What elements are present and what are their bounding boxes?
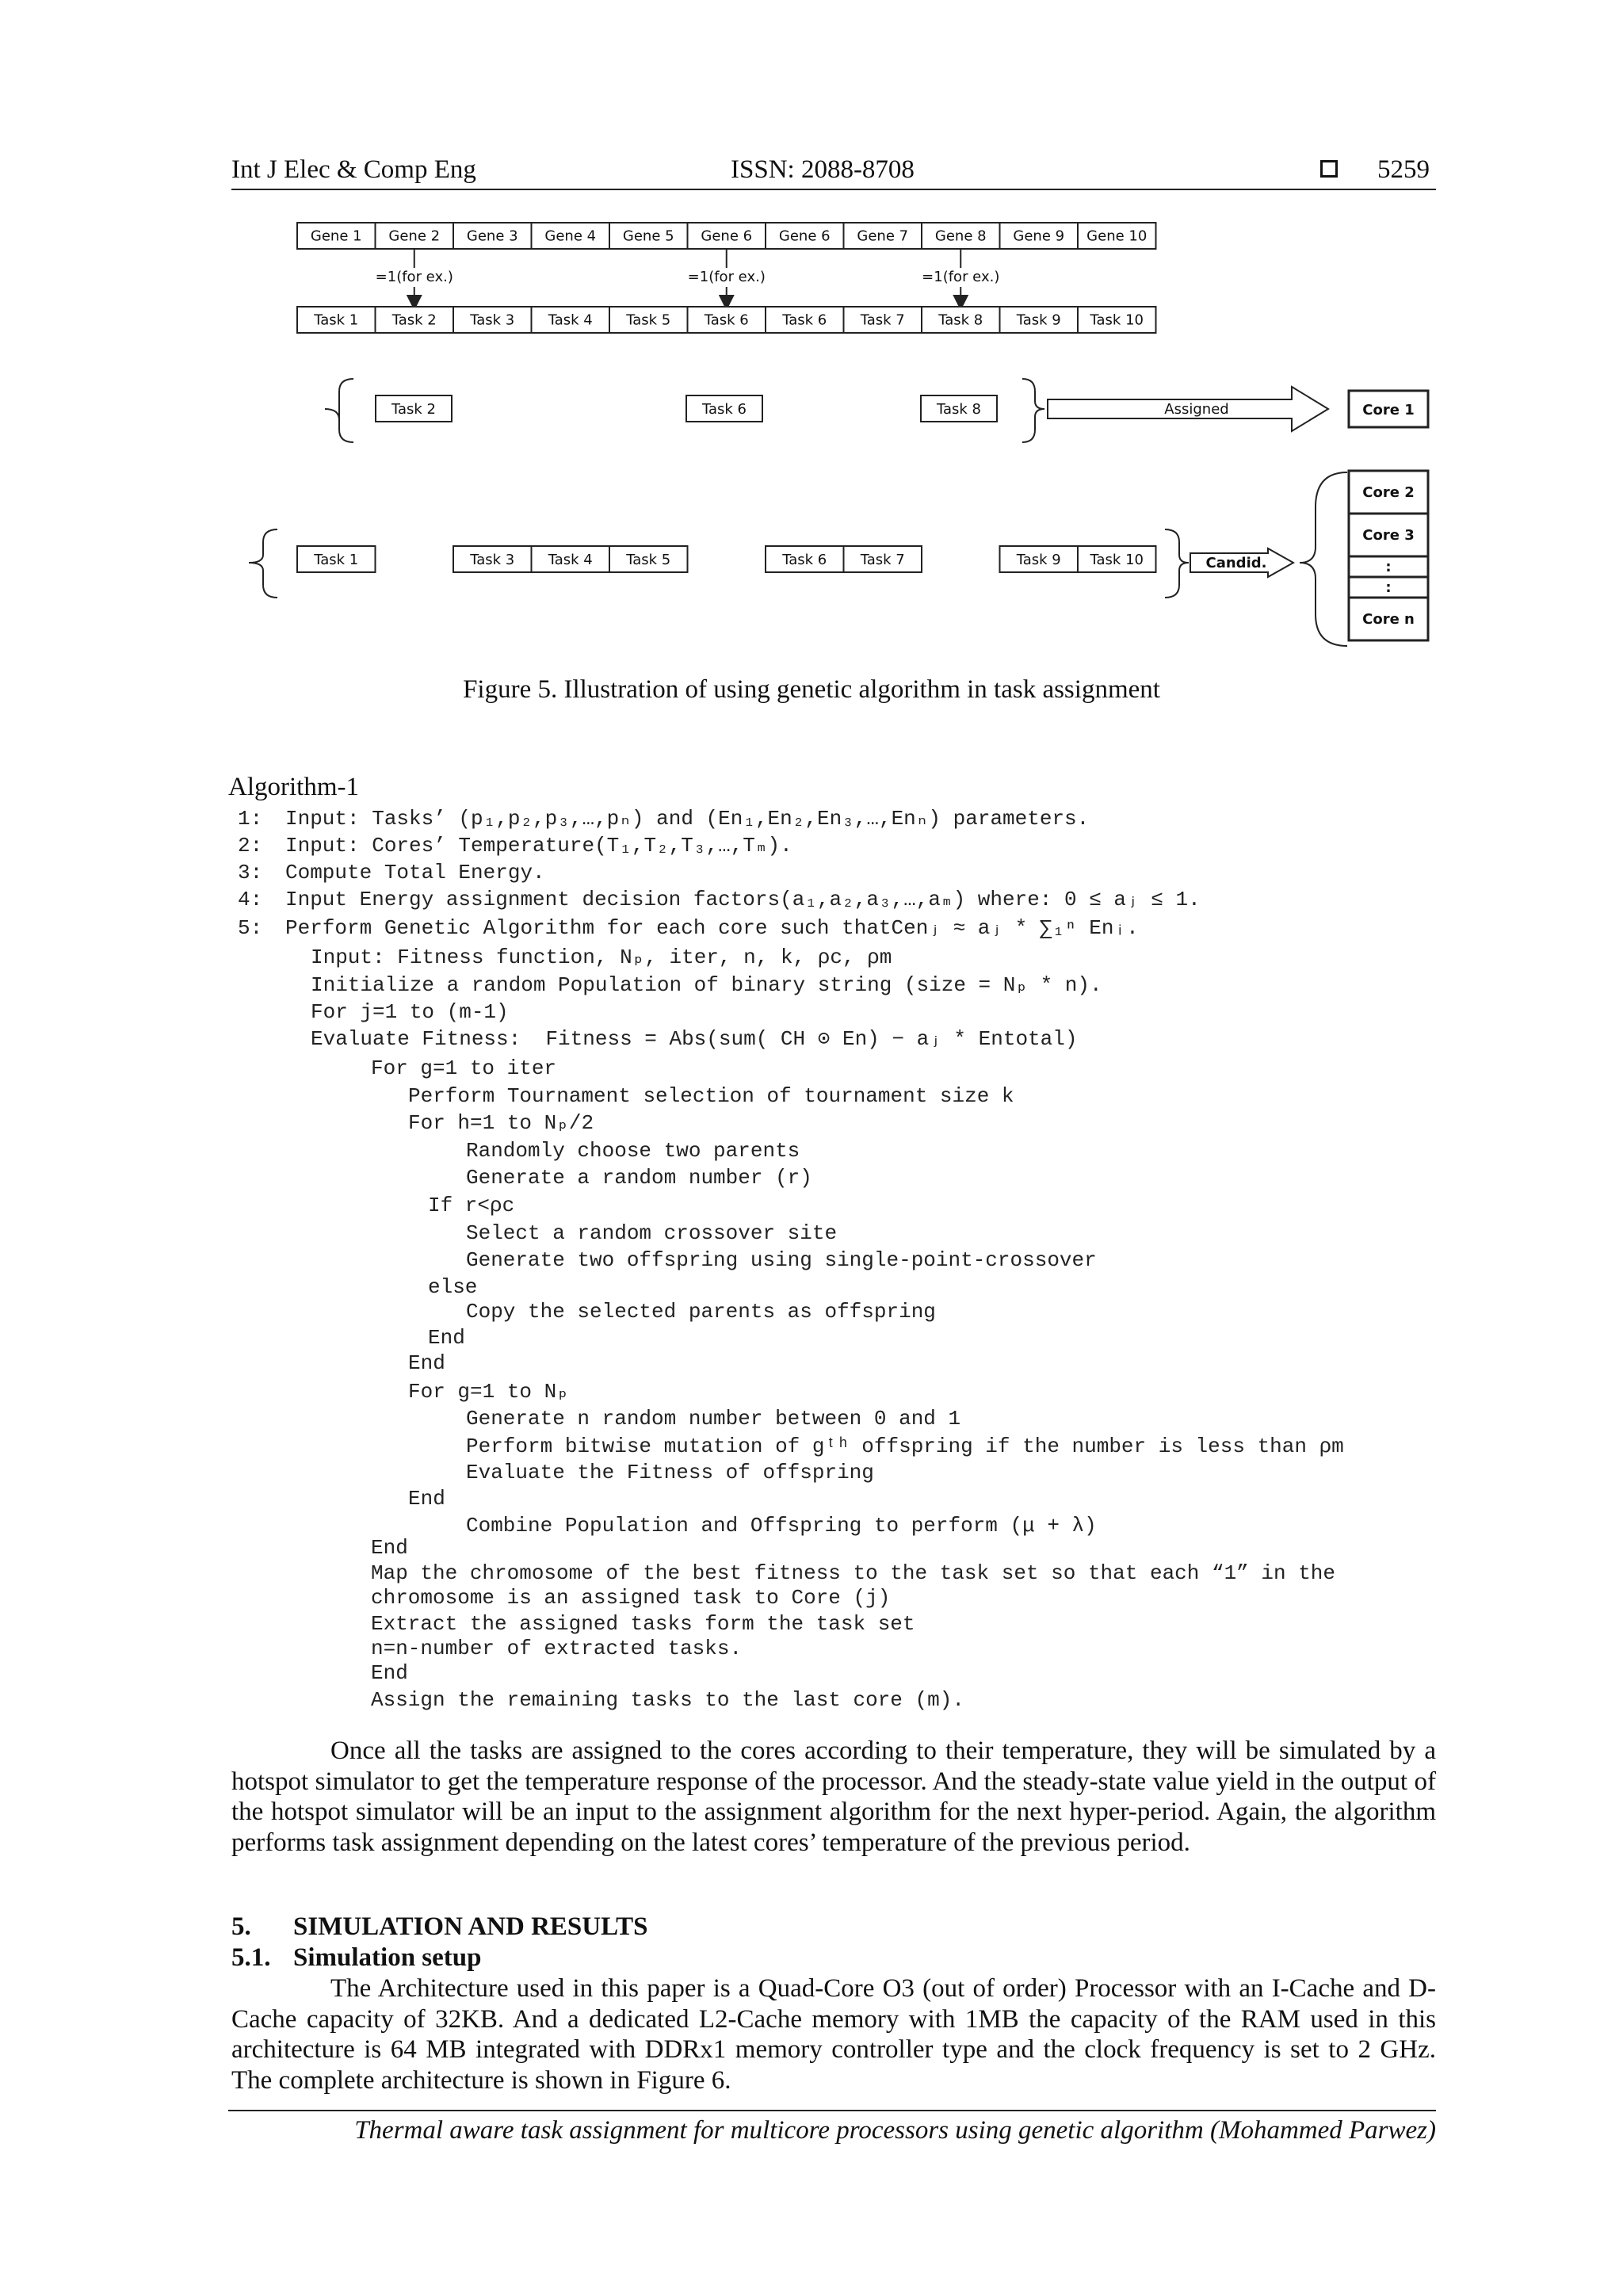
left-bracket [325,379,353,442]
algorithm-line: Generate a random number (r) [466,1166,812,1190]
core-label: Core n [1362,611,1415,628]
algorithm-line: Evaluate the Fitness of offspring [466,1461,874,1484]
candid-label: Candid. [1205,555,1267,571]
algorithm-line: End [408,1487,445,1511]
algorithm-line: Generate n random number between 0 and 1 [466,1407,961,1431]
algorithm-line: Copy the selected parents as offspring [466,1300,936,1324]
gene-label: Gene 9 [1013,227,1065,245]
task-label: Task 6 [782,311,827,329]
task-label: Task 5 [626,311,671,329]
algorithm-line: If r<ρc [428,1194,515,1217]
subsection-title: Simulation setup [293,1943,482,1972]
algorithm-line: For h=1 to Nₚ/2 [408,1111,594,1135]
algorithm-line: Input: Tasks’ (p₁,p₂,p₃,…,pₙ) and (En₁,En₂,En₃,…,Enₙ) parameters. [285,807,1090,831]
journal-name: Int J Elec & Comp Eng [231,155,476,184]
marker-row [376,249,1000,303]
remaining-task-label: Task 4 [548,552,593,568]
cores-bracket [1300,472,1347,646]
paragraph-1-text: Once all the tasks are assigned to the cores according to their temperature, they will be simulated by a hotspot simulator to get the temperature response of the processor. And the steady-state value yield in the output of the hotspot simulator will be an input to the assignment algorithm for the next hyper-period. Again, the algorithm performs task assignment depending on the latest cores’ temperature of the previous period. [231,1736,1436,1857]
algorithm-line: Evaluate Fitness: Fitness = Abs(sum( CH ⊙ En) − aⱼ * Entotal) [311,1027,1078,1051]
gene-label: Gene 4 [544,227,597,245]
right-bracket [1022,379,1044,442]
algorithm-line: Compute Total Energy. [285,861,545,884]
remaining-task-label: Task 3 [470,552,515,568]
paragraph-1 [231,1736,1436,1858]
core-label: : [1385,579,1392,596]
remaining-task-label: Task 7 [860,552,905,568]
footer-rule [228,2110,1436,2111]
gene-label: Gene 1 [310,227,362,245]
core-label: : [1385,559,1392,575]
assigned-task-label: Task 2 [391,401,437,418]
algorithm-line: n=n-number of extracted tasks. [371,1637,743,1660]
algorithm-line-number: 2: [238,834,263,858]
remaining-task-label: Task 5 [626,552,671,568]
page-number: 5259 [1377,155,1430,184]
left-bracket [249,529,277,598]
remaining-task-label: Task 10 [1090,552,1144,568]
core1-label: Core 1 [1362,402,1415,418]
section-number: 5. [231,1912,251,1941]
core-label: Core 3 [1362,527,1415,544]
algorithm-line: else [428,1275,478,1299]
gene-label: Gene 5 [622,227,674,245]
core-label: Core 2 [1362,484,1415,501]
algorithm-line: For g=1 to Nₚ [408,1380,569,1404]
algorithm-line: For g=1 to iter [371,1056,557,1080]
algorithm-line: Input: Fitness function, Nₚ, iter, n, k, ρc, ρm [311,946,892,969]
algorithm-line: End [428,1326,465,1350]
task-label: Task 7 [860,311,905,329]
task-label: Task 1 [314,311,359,329]
gene-label: Gene 3 [466,227,518,245]
algorithm-line: End [371,1661,408,1685]
algorithm-line-number: 5: [238,916,263,940]
gene-label: Gene 6 [701,227,753,245]
algorithm-line-number: 4: [238,888,263,911]
algorithm-line: Extract the assigned tasks form the task set [371,1612,915,1636]
gene-label: Gene 6 [778,227,831,245]
gene-row [297,223,1156,249]
algorithm-line: Map the chromosome of the best fitness to the task set so that each “1” in the [371,1561,1335,1585]
algorithm-line: Perform Tournament selection of tournament size k [408,1084,1014,1108]
algorithm-line: Assign the remaining tasks to the last core (m). [371,1688,964,1712]
algorithm-line: Input: Cores’ Temperature(T₁,T₂,T₃,…,Tₘ). [285,834,792,858]
task-row [297,307,1156,333]
remaining-task-label: Task 6 [782,552,827,568]
marker-label: =1(for ex.) [375,269,453,285]
algorithm-line: Input Energy assignment decision factors(a₁,a₂,a₃,…,aₘ) where: 0 ≤ aⱼ ≤ 1. [285,888,1201,911]
remaining-task-label: Task 1 [314,552,359,568]
paragraph-2 [231,1973,1436,2095]
remaining-row [249,471,1428,646]
algorithm-line-number: 3: [238,861,263,884]
algorithm-line: End [408,1351,445,1375]
task-label: Task 9 [1016,311,1061,329]
assigned-task-label: Task 8 [936,401,982,418]
algorithm-line: Generate two offspring using single-point-crossover [466,1248,1097,1272]
section-title: SIMULATION AND RESULTS [293,1912,648,1941]
algorithm-line: End [371,1536,408,1560]
gene-label: Gene 2 [388,227,441,245]
figure-5-diagram [0,0,1623,658]
algorithm-line: Combine Population and Offspring to perform (μ + λ) [466,1514,1097,1538]
algorithm-line: chromosome is an assigned task to Core (j) [371,1586,891,1610]
running-footer: Thermal aware task assignment for multicore processors using genetic algorithm (Mohammed Parwez) [354,2116,1436,2145]
remaining-task-label: Task 9 [1016,552,1061,568]
assigned-label: Assigned [1164,401,1229,418]
gene-label: Gene 7 [857,227,909,245]
gene-label: Gene 10 [1086,227,1148,245]
algorithm-line: Perform bitwise mutation of gᵗʰ offspring if the number is less than ρm [466,1435,1344,1458]
task-label: Task 6 [704,311,749,329]
algorithm-line: Randomly choose two parents [466,1139,800,1163]
subsection-number: 5.1. [231,1943,271,1972]
gene-label: Gene 8 [934,227,987,245]
algorithm-line: For j=1 to (m-1) [311,1000,509,1024]
algorithm-title: Algorithm-1 [228,773,359,801]
paragraph-2-text: The Architecture used in this paper is a Quad-Core O3 (out of order) Processor with an I-Cache and D-Cache capacity of 32KB. And a dedicated L2-Cache memory with 1MB the capacity of the RAM used in this architecture is 64 MB integrated with DDRx1 memory controller type and the clock frequency is set to 2 GHz. The complete architecture is shown in Figure 6. [231,1974,1436,2095]
assigned-task-label: Task 6 [701,401,747,418]
assigned-row [325,379,1428,442]
algorithm-line: Select a random crossover site [466,1221,838,1245]
algorithm-line: Initialize a random Population of binary string (size = Nₚ * n). [311,973,1102,997]
marker-label: =1(for ex.) [687,269,766,285]
task-label: Task 8 [938,311,983,329]
task-label: Task 4 [548,311,593,329]
task-label: Task 2 [391,311,437,329]
marker-label: =1(for ex.) [922,269,1000,285]
issn: ISSN: 2088-8708 [731,155,915,184]
figure-caption: Figure 5. Illustration of using genetic algorithm in task assignment [463,675,1160,704]
task-label: Task 10 [1090,311,1144,329]
algorithm-line: Perform Genetic Algorithm for each core such thatCenⱼ ≈ aⱼ * ∑₁ⁿ Enᵢ. [285,916,1139,940]
algorithm-line-number: 1: [238,807,263,831]
right-bracket [1165,529,1189,598]
task-label: Task 3 [470,311,515,329]
